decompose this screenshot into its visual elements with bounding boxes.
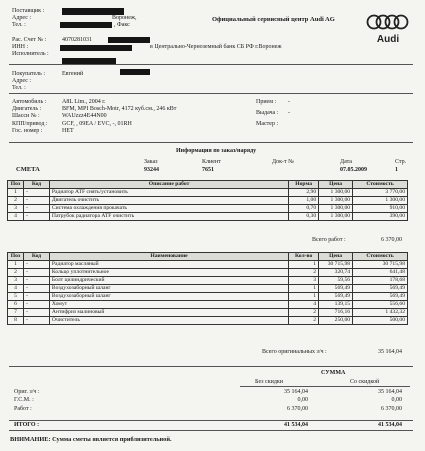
table-cell: Хомут <box>49 301 288 309</box>
summary-col-no-discount: Без скидки <box>255 379 284 385</box>
works-header-cell: Описание работ <box>49 181 288 189</box>
table-cell: 1 <box>289 293 319 301</box>
table-cell: - <box>23 317 49 325</box>
redacted-inn <box>60 45 132 51</box>
works-total-label: Всего работ : <box>312 237 346 243</box>
table-cell: 1 300,00 <box>319 205 353 213</box>
summary-row-b: 6 370,00 <box>381 406 402 412</box>
works-header-cell: Норма <box>289 181 319 189</box>
table-cell: Очиститель <box>49 317 288 325</box>
table-cell: 390,00 <box>353 213 408 221</box>
table-row <box>8 309 408 317</box>
table-cell: Радиатор АТF снять/установить <box>49 189 288 197</box>
summary-col-discount: Со скидкой <box>350 379 380 385</box>
table-row <box>8 277 408 285</box>
vehicle-right-value: - <box>288 99 290 105</box>
audi-logo-icon <box>366 10 412 56</box>
works-header-cell: Стоимость <box>353 181 408 189</box>
document-title: СМЕТА <box>16 166 40 173</box>
vehicle-right-value: - <box>288 110 290 116</box>
table-cell: Двигатель очистить <box>49 197 288 205</box>
table-cell: 2,90 <box>289 189 319 197</box>
works-header-cell: Код <box>23 181 49 189</box>
table-row <box>8 205 408 213</box>
vehicle-label: Шасси № : <box>12 113 40 119</box>
table-cell: 4 <box>8 285 24 293</box>
table-row <box>8 261 408 269</box>
table-cell: 1 432,32 <box>353 309 408 317</box>
table-cell: 1,00 <box>289 197 319 205</box>
summary-row-label: Г.С.М. : <box>14 397 34 403</box>
header-field-value: , Факс <box>114 22 130 28</box>
table-cell: 4 <box>8 213 24 221</box>
table-cell: Система охлаждения прокачать <box>49 205 288 213</box>
vehicle-value: A8L Lim., 2004 г. <box>62 99 106 105</box>
redacted-account <box>108 37 150 43</box>
table-cell: 569,49 <box>353 293 408 301</box>
header-field-label: Тел. : <box>12 85 26 91</box>
table-cell: - <box>23 285 49 293</box>
table-cell: - <box>23 293 49 301</box>
vehicle-value: НЕТ <box>62 128 74 134</box>
table-cell: 1 300,00 <box>353 197 408 205</box>
table-cell: 1 <box>8 189 24 197</box>
table-cell: 6 <box>8 301 24 309</box>
table-row <box>8 301 408 309</box>
table-cell: 569,49 <box>353 285 408 293</box>
table-cell: Патрубок радиатора АТF очистить <box>49 213 288 221</box>
redacted-phone <box>60 22 112 28</box>
order-col-header: Клиент <box>202 159 221 165</box>
vehicle-value: BFM, MPI Bosch-Motr, 4172 куб.см., 246 кВт <box>62 106 177 112</box>
service-center-title: Официальный сервисный центр Audi AG <box>212 16 335 23</box>
table-cell: 2 <box>8 269 24 277</box>
table-cell: 2 <box>8 197 24 205</box>
table-cell: 641,48 <box>353 269 408 277</box>
parts-header-row <box>8 253 408 261</box>
summary-row-a: 35 164,04 <box>284 389 308 395</box>
header-field-value: Воронеж, <box>112 15 137 21</box>
order-col-header: Дата <box>340 159 352 165</box>
header-field-label: Адрес : <box>12 78 32 84</box>
table-cell: Болт цилиндрический <box>49 277 288 285</box>
table-cell: Радиатор масляный <box>49 261 288 269</box>
parts-header-cell: Код <box>23 253 49 261</box>
vehicle-label: Автомобиль : <box>12 99 47 105</box>
table-cell: 2 <box>289 269 319 277</box>
table-cell: 3 770,00 <box>353 189 408 197</box>
table-row <box>8 293 408 301</box>
table-cell: Воздухозаборный шланг <box>49 293 288 301</box>
vehicle-right-label: Прием : <box>256 99 277 105</box>
parts-table <box>7 252 408 325</box>
table-cell: - <box>23 301 49 309</box>
summary-row-label: Ориг. з/ч : <box>14 389 40 395</box>
parts-header-cell: Поз <box>8 253 24 261</box>
works-total-value: 6 370,00 <box>381 237 402 243</box>
summary-row-a: 0,00 <box>297 397 308 403</box>
parts-total-value: 35 164,04 <box>378 349 402 355</box>
parts-header-cell: Цена <box>319 253 353 261</box>
table-cell: 30 715,98 <box>319 261 353 269</box>
summary-total-a: 41 534,04 <box>284 422 308 428</box>
table-cell: - <box>23 213 49 221</box>
order-col-value: 93244 <box>144 167 159 173</box>
table-cell: 500,00 <box>353 317 408 325</box>
header-field-label: Рас. Счет № : <box>12 37 47 43</box>
summary-title: СУММА <box>321 370 346 376</box>
estimate-note: ВНИМАНИЕ: Сумма сметы является приблизительной. <box>10 436 172 443</box>
summary-row-label: Работ : <box>14 406 32 412</box>
table-cell: 2 <box>289 317 319 325</box>
summary-total-b: 41 534,04 <box>378 422 402 428</box>
summary-row-b: 0,00 <box>391 397 402 403</box>
header-field-value: 4070281031 <box>62 37 92 43</box>
table-cell: - <box>23 269 49 277</box>
order-info-title: Информация по заказ/наряду <box>176 148 257 154</box>
bank-line: в Центрально-Черноземный банк СБ РФ г.Воронеж <box>150 44 282 50</box>
header-field-label: ИНН : <box>12 44 29 50</box>
vehicle-label: КПП/привод : <box>12 121 48 127</box>
table-cell: - <box>23 197 49 205</box>
header-field-label: Поставщик : <box>12 8 45 14</box>
table-cell: 1 <box>8 261 24 269</box>
brand-name: Audi <box>376 34 400 45</box>
table-cell: 1 300,00 <box>319 189 353 197</box>
table-cell: - <box>23 277 49 285</box>
parts-total-label: Всего оригинальных з/ч : <box>262 349 327 355</box>
header-field-label: Покупатель : <box>12 71 46 77</box>
table-cell: 250,00 <box>319 317 353 325</box>
header-field-label: Тел. : <box>12 22 26 28</box>
table-cell: 1 <box>289 261 319 269</box>
order-col-value: 1 <box>395 167 398 173</box>
parts-header-cell: Стоимость <box>353 253 408 261</box>
summary-row-b: 35 164,04 <box>378 389 402 395</box>
table-row <box>8 189 408 197</box>
order-col-header: Заказ <box>144 159 158 165</box>
table-cell: 320,74 <box>319 269 353 277</box>
table-cell: 569,49 <box>319 285 353 293</box>
table-cell: - <box>23 205 49 213</box>
works-table <box>7 180 408 221</box>
table-cell: 3 <box>8 277 24 285</box>
table-cell: 30 715,98 <box>353 261 408 269</box>
table-cell: 139,15 <box>319 301 353 309</box>
table-cell: 2 <box>289 309 319 317</box>
table-cell: 0,30 <box>289 213 319 221</box>
summary-total-label: ИТОГО : <box>14 422 40 428</box>
parts-header-cell: Наименование <box>49 253 288 261</box>
table-cell: 1 <box>289 285 319 293</box>
table-cell: 7 <box>8 309 24 317</box>
table-row <box>8 317 408 325</box>
vehicle-label: Двигатель : <box>12 106 42 112</box>
order-col-header: Стр. <box>395 159 407 165</box>
table-cell: 178,68 <box>353 277 408 285</box>
table-cell: Кольцо уплотнительное <box>49 269 288 277</box>
table-cell: - <box>23 261 49 269</box>
table-cell: 556,60 <box>353 301 408 309</box>
table-cell: 3 <box>289 277 319 285</box>
table-cell: 910,00 <box>353 205 408 213</box>
table-cell: - <box>23 189 49 197</box>
table-row <box>8 197 408 205</box>
table-cell: Антифриз малиновый <box>49 309 288 317</box>
vehicle-right-label: Мастер : <box>256 121 279 127</box>
redacted-buyer-surname <box>120 69 150 75</box>
vehicle-value: GCF, , 09EA / EVC, -, 01RH <box>62 121 132 127</box>
table-row <box>8 269 408 277</box>
order-col-header: Док-т № <box>272 159 294 165</box>
works-header-row <box>8 181 408 189</box>
vehicle-value: WAUzzz4E44N00 <box>62 113 107 119</box>
vehicle-right-label: Выдача : <box>256 110 279 116</box>
table-cell: - <box>23 309 49 317</box>
header-field-label: Исполнитель : <box>12 51 49 57</box>
table-row <box>8 213 408 221</box>
header-field-label: Адрес : <box>12 15 32 21</box>
table-cell: 0,70 <box>289 205 319 213</box>
table-cell: 569,49 <box>319 293 353 301</box>
table-cell: Воздухозаборный шланг <box>49 285 288 293</box>
table-cell: 3 <box>8 205 24 213</box>
parts-header-cell: Кол-во <box>289 253 319 261</box>
summary-row-a: 6 370,00 <box>287 406 308 412</box>
table-cell: 59,56 <box>319 277 353 285</box>
works-header-cell: Поз <box>8 181 24 189</box>
table-cell: 716,16 <box>319 309 353 317</box>
table-row <box>8 285 408 293</box>
table-cell: 1 300,00 <box>319 213 353 221</box>
order-col-value: 07.05.2009 <box>340 167 367 173</box>
table-cell: 8 <box>8 317 24 325</box>
order-col-value: 7651 <box>202 167 214 173</box>
table-cell: 5 <box>8 293 24 301</box>
table-cell: 4 <box>289 301 319 309</box>
redacted-supplier <box>62 8 124 15</box>
works-header-cell: Цена <box>319 181 353 189</box>
vehicle-label: Гос. номер : <box>12 128 43 134</box>
table-cell: 1 300,00 <box>319 197 353 205</box>
header-field-value: Евгений <box>62 71 84 77</box>
